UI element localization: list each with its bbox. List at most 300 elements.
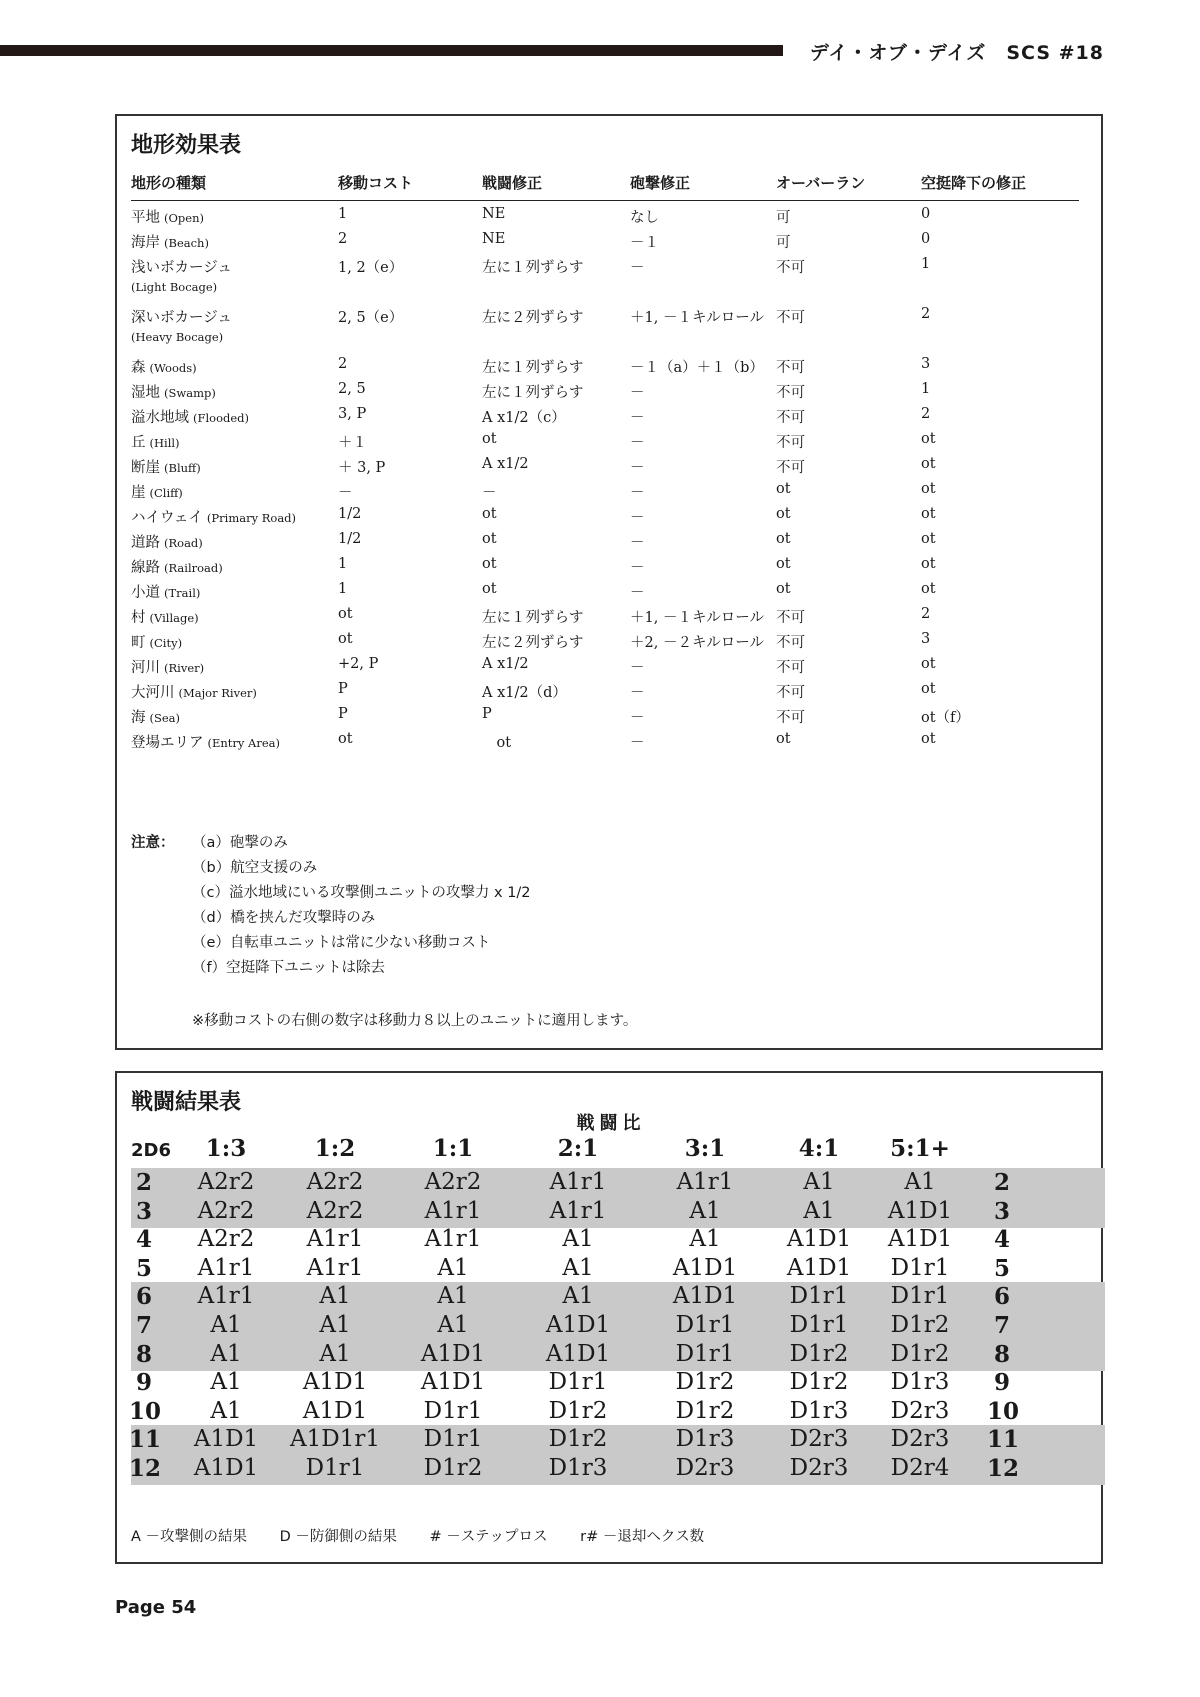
terrain-type-cell [131, 556, 223, 577]
combat-result-cell: A1r1 [676, 1169, 734, 1195]
airdrop-modifier-cell: ot [921, 731, 936, 747]
combat-result-cell: A1 [437, 1254, 469, 1281]
dice-roll-right: 6 [993, 1283, 1010, 1311]
combat-modifier-cell: A x1/2 [482, 456, 529, 472]
terrain-name-jp: 深いボカージュ [131, 310, 232, 326]
combat-result-cell: D1r1 [305, 1455, 365, 1481]
barrage-modifier-cell: － [630, 585, 645, 601]
movement-cost-cell: － [338, 485, 353, 501]
combat-result-cell: D1r1 [548, 1369, 608, 1396]
terrain-type-cell [131, 356, 197, 377]
overrun-cell: 不可 [776, 410, 805, 426]
dice-roll-left: 9 [135, 1369, 152, 1397]
combat-result-cell: D1r1 [890, 1283, 950, 1310]
combat-result-cell: D1r2 [423, 1455, 483, 1481]
terrain-name-en: (Road) [164, 536, 203, 550]
combat-result-cell: A1r1 [424, 1226, 482, 1253]
combat-result-cell: A1D1 [193, 1426, 259, 1453]
terrain-type-cell [131, 256, 232, 294]
legend-item: r# －退却ヘクス数 [580, 1529, 705, 1545]
combat-ratio-header: 4:1 [798, 1135, 840, 1162]
movement-cost-cell: P [338, 706, 348, 722]
combat-result-cell: D1r1 [789, 1283, 849, 1310]
overrun-cell: 不可 [776, 360, 805, 376]
dice-roll-right: 9 [993, 1369, 1010, 1397]
terrain-type-cell [131, 681, 257, 702]
combat-row [131, 1425, 1105, 1456]
terrain-name-en: (Sea) [149, 711, 181, 725]
terrain-type-cell [131, 431, 180, 452]
combat-result-cell: A1D1 [672, 1254, 738, 1281]
terrain-name-en: (Railroad) [164, 561, 223, 575]
combat-modifier-cell: ot [482, 431, 497, 447]
combat-result-cell: A1D1 [420, 1340, 486, 1367]
combat-result-cell: D1r1 [675, 1340, 735, 1367]
combat-ratio-header: 1:1 [432, 1135, 474, 1162]
overrun-cell: 不可 [776, 310, 805, 326]
terrain-type-cell [131, 306, 232, 344]
dice-roll-left: 8 [135, 1340, 152, 1368]
terrain-name-jp: 浅いボカージュ [131, 260, 232, 276]
combat-ratio-header: 1:3 [205, 1135, 247, 1162]
movement-cost-cell: 2 [338, 356, 348, 372]
terrain-type-cell [131, 206, 204, 227]
terrain-name-en: (Hill) [149, 436, 180, 450]
combat-result-cell: A1 [689, 1197, 721, 1224]
movement-cost-cell: ＋１ [338, 435, 367, 451]
combat-result-cell: A1 [210, 1397, 242, 1424]
terrain-name-jp: 道路 [131, 535, 160, 551]
overrun-cell: ot [776, 581, 791, 597]
movement-cost-cell: 2, 5 [338, 381, 366, 397]
terrain-name-jp: 海 [131, 710, 146, 726]
combat-result-cell: A1D1 [887, 1226, 953, 1253]
airdrop-modifier-cell: ot [921, 556, 936, 572]
combat-result-cell: D2r3 [675, 1455, 735, 1481]
combat-modifier-cell: A x1/2 [482, 656, 529, 672]
dice-roll-right: 12 [987, 1455, 1020, 1482]
combat-result-cell: A1 [210, 1340, 242, 1367]
combat-result-cell: A2r2 [197, 1226, 255, 1253]
movement-cost-cell: 1, 2（e） [338, 260, 404, 276]
terrain-type-cell [131, 581, 200, 602]
note-b: （b）航空支援のみ [192, 860, 318, 876]
terrain-col-header: 空挺降下の修正 [921, 174, 1027, 192]
dice-roll-right: 3 [993, 1197, 1010, 1225]
barrage-modifier-cell: － [630, 485, 645, 501]
movement-cost-cell: 1/2 [338, 506, 362, 522]
combat-header-row [131, 1135, 1076, 1167]
overrun-cell: ot [776, 506, 791, 522]
terrain-col-header: 地形の種類 [131, 174, 207, 192]
airdrop-modifier-cell: 1 [921, 381, 931, 397]
combat-result-cell: A1D1 [786, 1254, 852, 1281]
airdrop-modifier-cell: ot [921, 681, 936, 697]
combat-result-cell: A1r1 [197, 1254, 255, 1281]
combat-result-cell: A2r2 [197, 1169, 255, 1195]
terrain-name-en: (Trail) [164, 586, 201, 600]
airdrop-modifier-cell: ot [921, 481, 936, 497]
note-d: （d）橋を挟んだ攻撃時のみ [192, 910, 376, 926]
header-rule [0, 45, 783, 56]
combat-result-cell: A1 [562, 1226, 594, 1253]
terrain-name-en: (Entry Area) [207, 736, 281, 750]
overrun-cell: ot [776, 731, 791, 747]
combat-result-cell: D1r1 [423, 1426, 483, 1453]
terrain-name-jp: 町 [131, 635, 146, 651]
combat-result-cell: A2r2 [306, 1169, 364, 1195]
dice-roll-left: 4 [135, 1226, 152, 1254]
combat-result-cell: A1 [562, 1283, 594, 1310]
combat-ratio-header: 5:1+ [890, 1135, 950, 1162]
terrain-type-cell [131, 481, 183, 502]
dice-roll-left: 6 [135, 1283, 152, 1311]
movement-cost-cell: 1 [338, 206, 348, 222]
combat-modifier-cell: A x1/2（c） [482, 410, 566, 426]
airdrop-modifier-cell: 0 [921, 231, 931, 247]
combat-result-cell: D2r3 [890, 1397, 950, 1424]
barrage-modifier-cell: － [630, 660, 645, 676]
combat-result-cell: D1r2 [789, 1340, 849, 1367]
combat-result-cell: A1D1 [672, 1283, 738, 1310]
combat-result-cell: A1D1 [545, 1340, 611, 1367]
combat-modifier-cell: ot [482, 531, 497, 547]
overrun-cell: ot [776, 556, 791, 572]
combat-result-cell: A1D1 [302, 1369, 368, 1396]
combat-modifier-cell: ot [482, 581, 497, 597]
combat-result-cell: A1D1r1 [290, 1426, 380, 1453]
combat-row [131, 1254, 1105, 1285]
dice-roll-right: 11 [987, 1426, 1020, 1454]
movement-cost-cell: ot [338, 606, 353, 622]
terrain-name-en: (Beach) [164, 236, 209, 250]
combat-result-cell: A1r1 [549, 1197, 607, 1224]
combat-results-table [115, 1071, 1103, 1564]
combat-result-cell: D2r3 [789, 1455, 849, 1481]
legend-item: D －防御側の結果 [279, 1529, 397, 1545]
barrage-modifier-cell: － [630, 260, 645, 276]
combat-result-cell: D1r3 [789, 1397, 849, 1424]
dice-roll-right: 5 [993, 1254, 1010, 1282]
movement-cost-cell: ot [338, 631, 353, 647]
combat-result-cell: A1 [210, 1312, 242, 1338]
combat-result-cell: D1r1 [890, 1254, 950, 1281]
barrage-modifier-cell: － [630, 435, 645, 451]
combat-result-cell: A1 [562, 1254, 594, 1281]
overrun-cell: 不可 [776, 385, 805, 401]
combat-result-cell: D2r3 [789, 1426, 849, 1453]
combat-result-cell: D1r2 [890, 1340, 950, 1367]
terrain-name-en: (River) [164, 661, 205, 675]
combat-result-cell: D2r3 [890, 1426, 950, 1453]
notes-label: 注意： [131, 835, 175, 851]
dice-roll-left: 5 [135, 1254, 152, 1282]
page-number: Page 54 [115, 1597, 197, 1618]
combat-result-cell: A1 [437, 1283, 469, 1310]
dice-roll-right: 4 [993, 1226, 1010, 1254]
legend-item: # －ステップロス [429, 1529, 548, 1545]
terrain-type-cell [131, 631, 182, 652]
airdrop-modifier-cell: 2 [921, 306, 931, 322]
dice-roll-left: 7 [135, 1312, 152, 1339]
combat-result-cell: D1r1 [423, 1397, 483, 1424]
combat-result-cell: A1D1 [420, 1369, 486, 1396]
movement-cost-cell: P [338, 681, 348, 697]
airdrop-modifier-cell: ot [921, 506, 936, 522]
movement-cost-cell: 1 [338, 556, 348, 572]
terrain-name-jp: 村 [131, 610, 146, 626]
terrain-type-cell [131, 606, 199, 627]
combat-result-cell: A2r2 [197, 1197, 255, 1224]
combat-row [131, 1311, 1105, 1342]
combat-result-cell: A1r1 [306, 1226, 364, 1253]
note-a: （a）砲撃のみ [192, 835, 288, 851]
combat-result-cell: A2r2 [424, 1169, 482, 1195]
header-title: デイ・オブ・デイズ SCS #18 [809, 42, 1104, 64]
airdrop-modifier-cell: ot [921, 656, 936, 672]
terrain-effects-chart [115, 114, 1103, 1050]
terrain-name-jp: 海岸 [131, 235, 160, 251]
overrun-cell: 可 [776, 210, 791, 226]
movement-cost-cell: ＋ 3, P [338, 460, 386, 476]
dice-roll-right: 10 [987, 1397, 1020, 1425]
airdrop-modifier-cell: ot [921, 581, 936, 597]
movement-cost-cell: 2 [338, 231, 348, 247]
combat-result-cell: A1 [319, 1283, 351, 1310]
terrain-type-cell [131, 731, 280, 752]
dice-roll-right: 2 [993, 1169, 1010, 1196]
dice-roll-left: 2 [135, 1169, 152, 1196]
combat-row [131, 1368, 1105, 1399]
overrun-cell: 不可 [776, 660, 805, 676]
barrage-modifier-cell: －１ [630, 235, 659, 251]
combat-modifier-cell: 左に１列ずらす [482, 260, 584, 276]
airdrop-modifier-cell: ot [921, 456, 936, 472]
combat-row [131, 1340, 1105, 1371]
combat-result-cell: A1 [803, 1169, 835, 1195]
terrain-name-en: (Village) [149, 611, 199, 625]
overrun-cell: 不可 [776, 685, 805, 701]
combat-row [131, 1397, 1105, 1428]
combat-result-cell: A1 [803, 1197, 835, 1224]
movement-cost-cell: +2, P [338, 656, 379, 672]
combat-row [131, 1225, 1105, 1256]
combat-legend [131, 1525, 732, 1546]
barrage-modifier-cell: － [630, 385, 645, 401]
airdrop-modifier-cell: 2 [921, 406, 931, 422]
barrage-modifier-cell: － [630, 410, 645, 426]
dice-roll-right: 7 [993, 1312, 1010, 1339]
combat-result-cell: D1r3 [675, 1426, 735, 1453]
combat-result-cell: A1D1 [545, 1312, 611, 1338]
terrain-name-jp: 平地 [131, 210, 160, 226]
barrage-modifier-cell: － [630, 560, 645, 576]
terrain-name-jp: 溢水地域 [131, 410, 189, 426]
barrage-modifier-cell: －１（a）＋１（b） [630, 360, 764, 376]
terrain-name-en: (Bluff) [164, 461, 201, 475]
terrain-name-jp: ハイウェイ [131, 510, 203, 526]
terrain-name-en: (Light Bocage) [131, 280, 218, 294]
terrain-name-jp: 断崖 [131, 460, 160, 476]
terrain-type-cell [131, 656, 204, 677]
terrain-name-jp: 崖 [131, 485, 146, 501]
airdrop-modifier-cell: 3 [921, 631, 931, 647]
airdrop-modifier-cell: 0 [921, 206, 931, 222]
barrage-modifier-cell: ＋1, －１キルロール [630, 610, 765, 626]
terrain-name-en: (Cliff) [149, 486, 183, 500]
combat-result-cell: D2r4 [890, 1455, 950, 1481]
combat-modifier-cell: 左に１列ずらす [482, 385, 584, 401]
dice-roll-left: 3 [135, 1197, 152, 1225]
combat-result-cell: A1r1 [306, 1254, 364, 1281]
airdrop-modifier-cell: 3 [921, 356, 931, 372]
movement-cost-cell: 1 [338, 581, 348, 597]
terrain-name-en: (Woods) [149, 361, 197, 375]
overrun-cell: 不可 [776, 435, 805, 451]
overrun-cell: 不可 [776, 260, 805, 276]
combat-result-cell: A2r2 [306, 1197, 364, 1224]
terrain-name-en: (Heavy Bocage) [131, 330, 224, 344]
movement-cost-cell: 2, 5（e） [338, 310, 404, 326]
movement-cost-cell: 3, P [338, 406, 367, 422]
combat-row [131, 1168, 1105, 1199]
airdrop-modifier-cell: ot [921, 431, 936, 447]
terrain-name-en: (Swamp) [164, 386, 216, 400]
overrun-cell: 不可 [776, 460, 805, 476]
overrun-cell: 不可 [776, 610, 805, 626]
barrage-modifier-cell: なし [630, 210, 659, 226]
terrain-col-header: オーバーラン [776, 174, 866, 192]
airdrop-modifier-cell: 1 [921, 256, 931, 272]
combat-modifier-cell: P [482, 706, 492, 722]
combat-row [131, 1282, 1105, 1313]
combat-result-cell: A1 [319, 1312, 351, 1338]
barrage-modifier-cell: ＋2, －２キルロール [630, 635, 765, 651]
terrain-type-cell [131, 406, 249, 427]
combat-modifier-cell: 左に２列ずらす [482, 635, 584, 651]
combat-ratio-label: 戦闘比 [576, 1113, 646, 1134]
combat-result-cell: D1r2 [548, 1426, 608, 1453]
note-e: （e）自転車ユニットは常に少ない移動コスト [192, 935, 491, 951]
terrain-name-en: (Open) [164, 211, 204, 225]
note-c: （c）溢水地域にいる攻撃側ユニットの攻撃力 x 1/2 [192, 885, 531, 901]
terrain-col-header: 移動コスト [338, 174, 414, 192]
movement-cost-cell: 1/2 [338, 531, 362, 547]
combat-result-cell: A1 [689, 1226, 721, 1253]
overrun-cell: ot [776, 531, 791, 547]
combat-result-cell: A1 [437, 1312, 469, 1338]
dice-roll-left: 12 [129, 1455, 162, 1482]
combat-modifier-cell: ot [482, 735, 512, 751]
combat-result-cell: A1 [904, 1169, 936, 1195]
airdrop-modifier-cell: ot（f） [921, 710, 970, 726]
terrain-name-jp: 河川 [131, 660, 160, 676]
combat-result-cell: D1r1 [675, 1312, 735, 1338]
barrage-modifier-cell: － [630, 685, 645, 701]
terrain-type-cell [131, 231, 209, 252]
combat-table-title: 戦闘結果表 [131, 1090, 242, 1115]
dice-label: 2D6 [131, 1140, 171, 1161]
combat-ratio-header: 1:2 [314, 1135, 356, 1162]
terrain-col-header: 戦闘修正 [482, 174, 543, 192]
combat-result-cell: A1r1 [549, 1169, 607, 1195]
movement-footnote: ※移動コストの右側の数字は移動力８以上のユニットに適用します。 [192, 1013, 638, 1029]
terrain-type-cell [131, 706, 180, 727]
barrage-modifier-cell: ＋1, －１キルロール [630, 310, 765, 326]
combat-result-cell: A1D1 [193, 1455, 259, 1481]
overrun-cell: 可 [776, 235, 791, 251]
dice-roll-left: 11 [129, 1426, 162, 1454]
legend-item: A －攻撃側の結果 [131, 1529, 248, 1545]
combat-modifier-cell: A x1/2（d） [482, 685, 567, 701]
combat-result-cell: D1r3 [890, 1369, 950, 1396]
terrain-name-jp: 丘 [131, 435, 146, 451]
overrun-cell: 不可 [776, 710, 805, 726]
combat-result-cell: D1r3 [548, 1455, 608, 1481]
combat-result-cell: D1r1 [789, 1312, 849, 1338]
combat-modifier-cell: 左に２列ずらす [482, 310, 584, 326]
combat-result-cell: D1r2 [675, 1369, 735, 1396]
terrain-col-header: 砲撃修正 [630, 174, 691, 192]
combat-result-cell: D1r2 [789, 1369, 849, 1396]
terrain-name-jp: 大河川 [131, 685, 175, 701]
combat-result-cell: D1r2 [548, 1397, 608, 1424]
combat-modifier-cell: － [482, 485, 497, 501]
terrain-type-cell [131, 456, 201, 477]
dice-roll-left: 10 [129, 1397, 162, 1425]
terrain-name-jp: 登場エリア [131, 735, 204, 751]
terrain-chart-title: 地形効果表 [131, 133, 242, 158]
combat-result-cell: A1D1 [887, 1197, 953, 1224]
barrage-modifier-cell: － [630, 535, 645, 551]
terrain-header-row [131, 172, 1079, 201]
combat-result-cell: A1 [210, 1369, 242, 1396]
terrain-type-cell [131, 381, 216, 402]
overrun-cell: ot [776, 481, 791, 497]
terrain-type-cell [131, 506, 296, 527]
terrain-name-en: (Primary Road) [206, 511, 297, 525]
combat-result-cell: A1 [319, 1340, 351, 1367]
terrain-name-jp: 線路 [131, 560, 160, 576]
combat-row [131, 1197, 1105, 1228]
combat-ratio-header: 2:1 [557, 1135, 599, 1162]
terrain-name-jp: 湿地 [131, 385, 160, 401]
combat-modifier-cell: 左に１列ずらす [482, 610, 584, 626]
combat-modifier-cell: NE [482, 231, 506, 247]
terrain-name-en: (City) [149, 636, 183, 650]
terrain-name-en: (Major River) [178, 686, 257, 700]
combat-result-cell: A1r1 [197, 1283, 255, 1310]
combat-result-cell: A1r1 [424, 1197, 482, 1224]
combat-modifier-cell: 左に１列ずらす [482, 360, 584, 376]
barrage-modifier-cell: － [630, 460, 645, 476]
combat-modifier-cell: NE [482, 206, 506, 222]
terrain-name-jp: 小道 [131, 585, 160, 601]
barrage-modifier-cell: － [630, 735, 645, 751]
barrage-modifier-cell: － [630, 710, 645, 726]
overrun-cell: 不可 [776, 635, 805, 651]
movement-cost-cell: ot [338, 731, 353, 747]
combat-row [131, 1454, 1105, 1485]
terrain-name-en: (Flooded) [193, 411, 250, 425]
airdrop-modifier-cell: 2 [921, 606, 931, 622]
combat-result-cell: A1D1 [786, 1226, 852, 1253]
airdrop-modifier-cell: ot [921, 531, 936, 547]
combat-ratio-header: 3:1 [684, 1135, 726, 1162]
dice-roll-right: 8 [993, 1340, 1010, 1368]
terrain-name-jp: 森 [131, 360, 146, 376]
barrage-modifier-cell: － [630, 510, 645, 526]
